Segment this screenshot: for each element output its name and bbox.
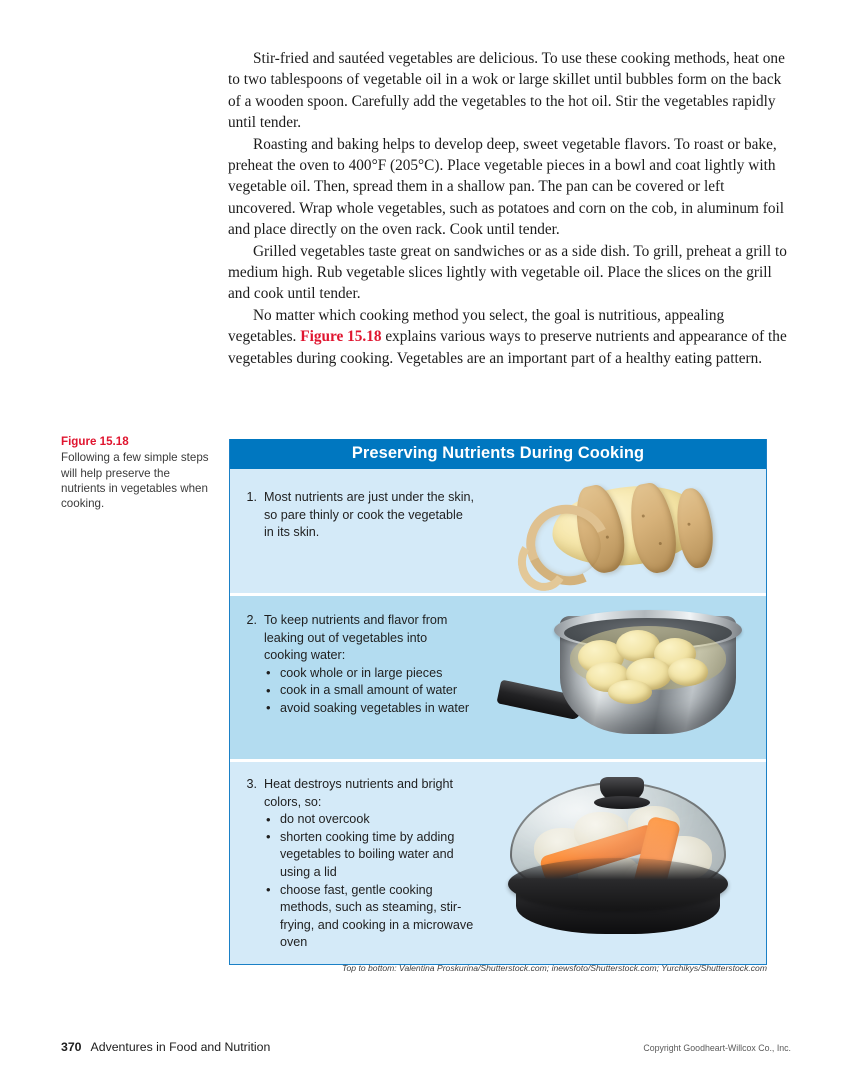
paragraph-roasting: Roasting and baking helps to develop deep, sweet vegetable flavors. To roast or bake, preheat the oven to 400°F (205°C). Place vegetable pieces in a bowl and coat lightly with vegetable oil. Then, spread them in a shallow pan. The pan can be covered or left uncovered. Wrap whole vegetables, such as potatoes and corn on the cob, in aluminum foil and place directly on the oven rack. Cook until tender. <box>228 135 785 239</box>
panel-2-bullet-list <box>242 665 474 718</box>
page-number: 370 <box>61 1040 82 1054</box>
figure-caption-text: Following a few simple steps will help preserve the nutrients in vegetables when cooking. <box>61 451 209 511</box>
panel-3-number: 3. <box>246 777 257 791</box>
summary-text-after: explains various ways to preserve nutrients and appearance of the vegetables during cooking. Vegetables are an important part of a healthy eating pattern. <box>228 328 787 367</box>
figure-panel-1 <box>230 469 766 593</box>
panel-2-number: 2. <box>246 613 257 627</box>
panel-2-text-block <box>230 596 482 759</box>
lid-knob-icon <box>600 777 644 803</box>
list-item: • avoid soaking vegetables in water <box>242 700 474 718</box>
list-item: • do not overcook <box>242 811 474 829</box>
body-text-column <box>228 48 791 369</box>
panel-2-text: To keep nutrients and flavor from leaking out of vegetables into cooking water: <box>264 613 448 663</box>
panel-1-text-block <box>230 469 482 593</box>
figure-panel-3 <box>230 759 766 964</box>
panel-3-photo-covered-pot <box>482 762 766 964</box>
book-title: Adventures in Food and Nutrition <box>90 1040 271 1054</box>
figure-header-title: Preserving Nutrients During Cooking <box>230 439 766 469</box>
lid-rim-icon <box>508 858 728 910</box>
panel-3-text-block <box>230 762 482 964</box>
figure-reference-link[interactable]: Figure 15.18 <box>300 328 382 346</box>
potato-skin-band-icon <box>673 486 716 570</box>
figure-15-18 <box>229 439 767 965</box>
list-item: • cook whole or in large pieces <box>242 665 474 683</box>
list-item: • choose fast, gentle cooking methods, such as steaming, stir-frying, and cooking in a microwave oven <box>242 882 474 952</box>
paragraph-grilling: Grilled vegetables taste great on sandwiches or as a side dish. To grill, preheat a grill to medium high. Rub vegetable slices lightly with vegetable oil. Place the slices on the grill and cook until tender. <box>228 242 787 303</box>
summary-text-before: No matter which cooking method you select, the goal is nutritious, appealing vegetables. <box>228 306 725 346</box>
panel-3-text: Heat destroys nutrients and bright colors, so: <box>264 777 454 809</box>
photo-credit-line: Top to bottom: Valentina Proskurina/Shutterstock.com; inewsfoto/Shutterstock.com; Yurchikys/Shutterstock.com <box>342 963 767 973</box>
figure-caption-title: Figure 15.18 <box>61 435 129 448</box>
copyright-notice: Copyright Goodheart-Willcox Co., Inc. <box>643 1043 791 1053</box>
panel-1-number: 1. <box>246 490 257 504</box>
page-footer-left <box>61 1040 270 1054</box>
panel-2-photo-saucepan <box>482 596 766 759</box>
panel-3-bullet-list <box>242 811 474 952</box>
panel-1-photo-potato <box>482 469 766 593</box>
figure-panel-2 <box>230 593 766 759</box>
list-item: • cook in a small amount of water <box>242 682 474 700</box>
paragraph-stir-fry: Stir-fried and sautéed vegetables are delicious. To use these cooking methods, heat one to two tablespoons of vegetable oil in a wok or large skillet until bubbles form on the back of a wooden spoon. Carefully add the vegetables to the hot oil. Stir the vegetables rapidly until tender. <box>228 50 785 132</box>
figure-margin-caption <box>61 434 211 511</box>
list-item: • shorten cooking time by adding vegetables to boiling water and using a lid <box>242 829 474 882</box>
paragraph-summary <box>228 305 791 369</box>
panel-1-text: Most nutrients are just under the skin, so pare thinly or cook the vegetable in its skin. <box>264 490 474 540</box>
